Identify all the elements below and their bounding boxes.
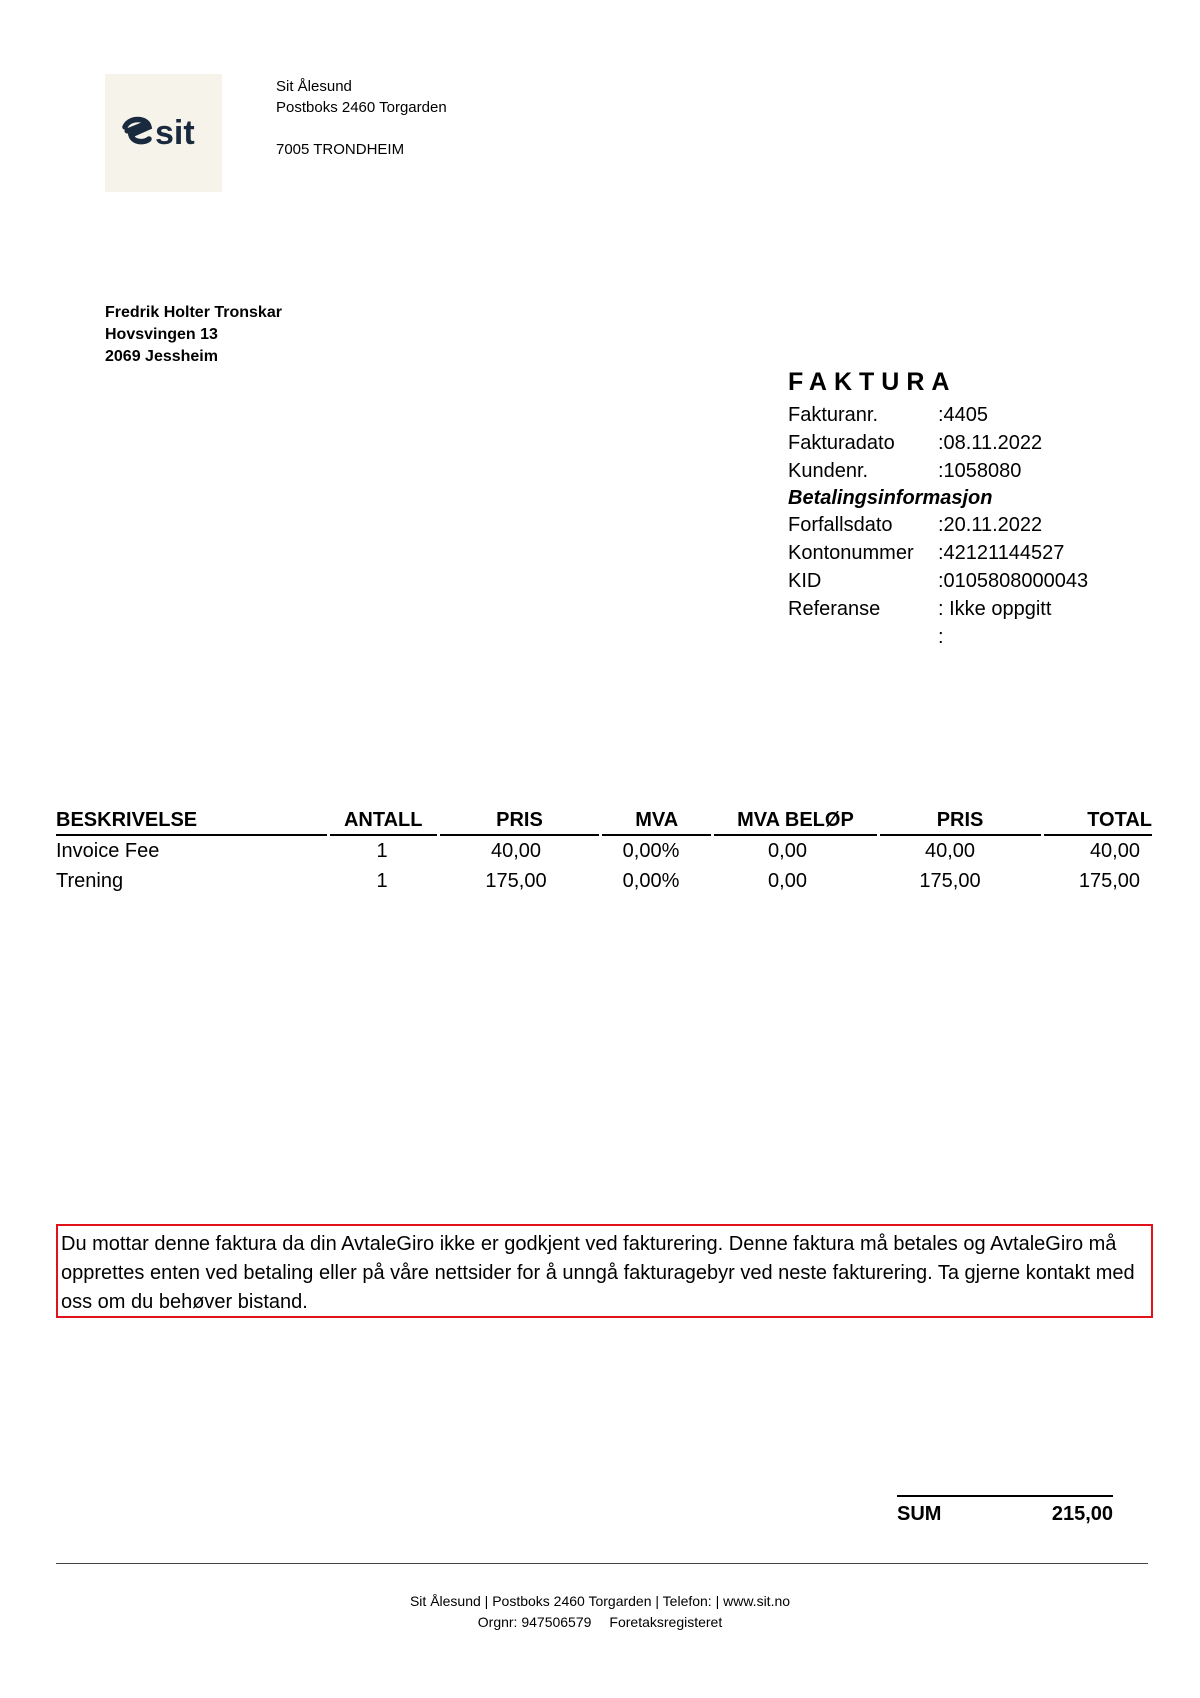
cell-description: Invoice Fee	[56, 839, 160, 862]
line-items-table	[56, 806, 1152, 896]
recipient-city: 2069 Jessheim	[105, 348, 218, 365]
info-row-account-number	[788, 539, 1088, 567]
cell-price: 175,00	[485, 869, 547, 892]
footer-register: Foretaksregisteret	[609, 1614, 723, 1630]
cell-total: 40,00	[1089, 839, 1140, 862]
column-header-description: BESKRIVELSE	[56, 809, 327, 836]
logo-text: sit	[154, 114, 195, 152]
info-row-invoice-date	[788, 429, 1088, 457]
info-value: :4405	[938, 404, 989, 426]
cell-quantity: 1	[376, 839, 388, 862]
info-value: :	[938, 626, 944, 648]
avtalegiro-notice: Du mottar denne faktura da din AvtaleGiro ikke er godkjent ved fakturering. Denne faktura må betales og AvtaleGiro må opprettes enten ved betaling eller på våre nettsider for å unngå fakturagebyr ved neste fakturering. Ta gjerne kontakt med oss om du behøver bistand.	[56, 1224, 1153, 1318]
column-header-price: PRIS	[440, 809, 599, 836]
info-label: Kontonummer	[788, 542, 914, 564]
info-label: Referanse	[788, 598, 881, 620]
cell-quantity: 1	[376, 869, 388, 892]
cell-price: 40,00	[490, 839, 542, 862]
sender-address	[276, 76, 447, 160]
info-value: :20.11.2022	[938, 514, 1043, 536]
info-label: Forfallsdato	[788, 514, 893, 536]
info-row-invoice-number	[788, 401, 1088, 429]
info-value: :42121144527	[938, 542, 1065, 564]
invoice-title: FAKTURA	[788, 368, 957, 396]
info-label	[788, 623, 938, 651]
table-header	[56, 806, 1152, 836]
sender-city: 7005 TRONDHEIM	[276, 141, 405, 158]
cell-description: Trening	[56, 869, 124, 892]
footer-divider	[56, 1563, 1148, 1564]
cell-total: 175,00	[1078, 869, 1140, 892]
info-value: : Ikke oppgitt	[938, 598, 1052, 620]
sit-logo-icon	[121, 113, 207, 153]
payment-info-heading: Betalingsinformasjon	[788, 487, 993, 509]
info-label: Kundenr.	[788, 460, 869, 482]
info-label: Fakturadato	[788, 432, 895, 454]
footer-orgnr: Orgnr: 947506579	[477, 1614, 592, 1630]
column-header-price-2: PRIS	[880, 809, 1041, 836]
footer	[0, 1591, 1200, 1633]
info-row-reference	[788, 595, 1088, 623]
company-logo	[105, 74, 222, 192]
recipient-address	[105, 302, 282, 368]
footer-registration-line	[0, 1612, 1200, 1633]
info-value: :08.11.2022	[938, 432, 1043, 454]
cell-vat-amount: 0,00	[768, 869, 807, 892]
cell-price-2: 175,00	[919, 869, 981, 892]
column-header-vat-amount: MVA BELØP	[714, 809, 876, 836]
cell-price-2: 40,00	[924, 839, 976, 862]
footer-contact-line: Sit Ålesund | Postboks 2460 Torgarden | Telefon: | www.sit.no	[409, 1593, 791, 1609]
info-value: :1058080	[938, 460, 1022, 482]
sum-value: 215,00	[1051, 1503, 1113, 1525]
sender-street: Postboks 2460 Torgarden	[276, 99, 447, 116]
recipient-street: Hovsvingen 13	[105, 326, 218, 343]
sum-label: SUM	[897, 1503, 942, 1525]
cell-vat: 0,00%	[622, 839, 680, 862]
invoice-info	[788, 401, 1088, 651]
cell-vat: 0,00%	[622, 869, 680, 892]
sender-name: Sit Ålesund	[276, 78, 352, 95]
sum-divider	[897, 1495, 1113, 1497]
info-row-kid	[788, 567, 1088, 595]
info-row-empty	[788, 623, 1088, 651]
column-header-total: TOTAL	[1044, 809, 1152, 836]
info-label: KID	[788, 570, 822, 592]
info-label: Fakturanr.	[788, 404, 879, 426]
info-row-customer-number	[788, 457, 1088, 485]
table-row	[56, 836, 1152, 866]
info-value: :0105808000043	[938, 570, 1089, 592]
cell-vat-amount: 0,00	[768, 839, 807, 862]
recipient-name: Fredrik Holter Tronskar	[105, 304, 282, 321]
column-header-quantity: ANTALL	[330, 809, 437, 836]
column-header-vat: MVA	[602, 809, 711, 836]
info-row-due-date	[788, 511, 1088, 539]
table-row	[56, 866, 1152, 896]
